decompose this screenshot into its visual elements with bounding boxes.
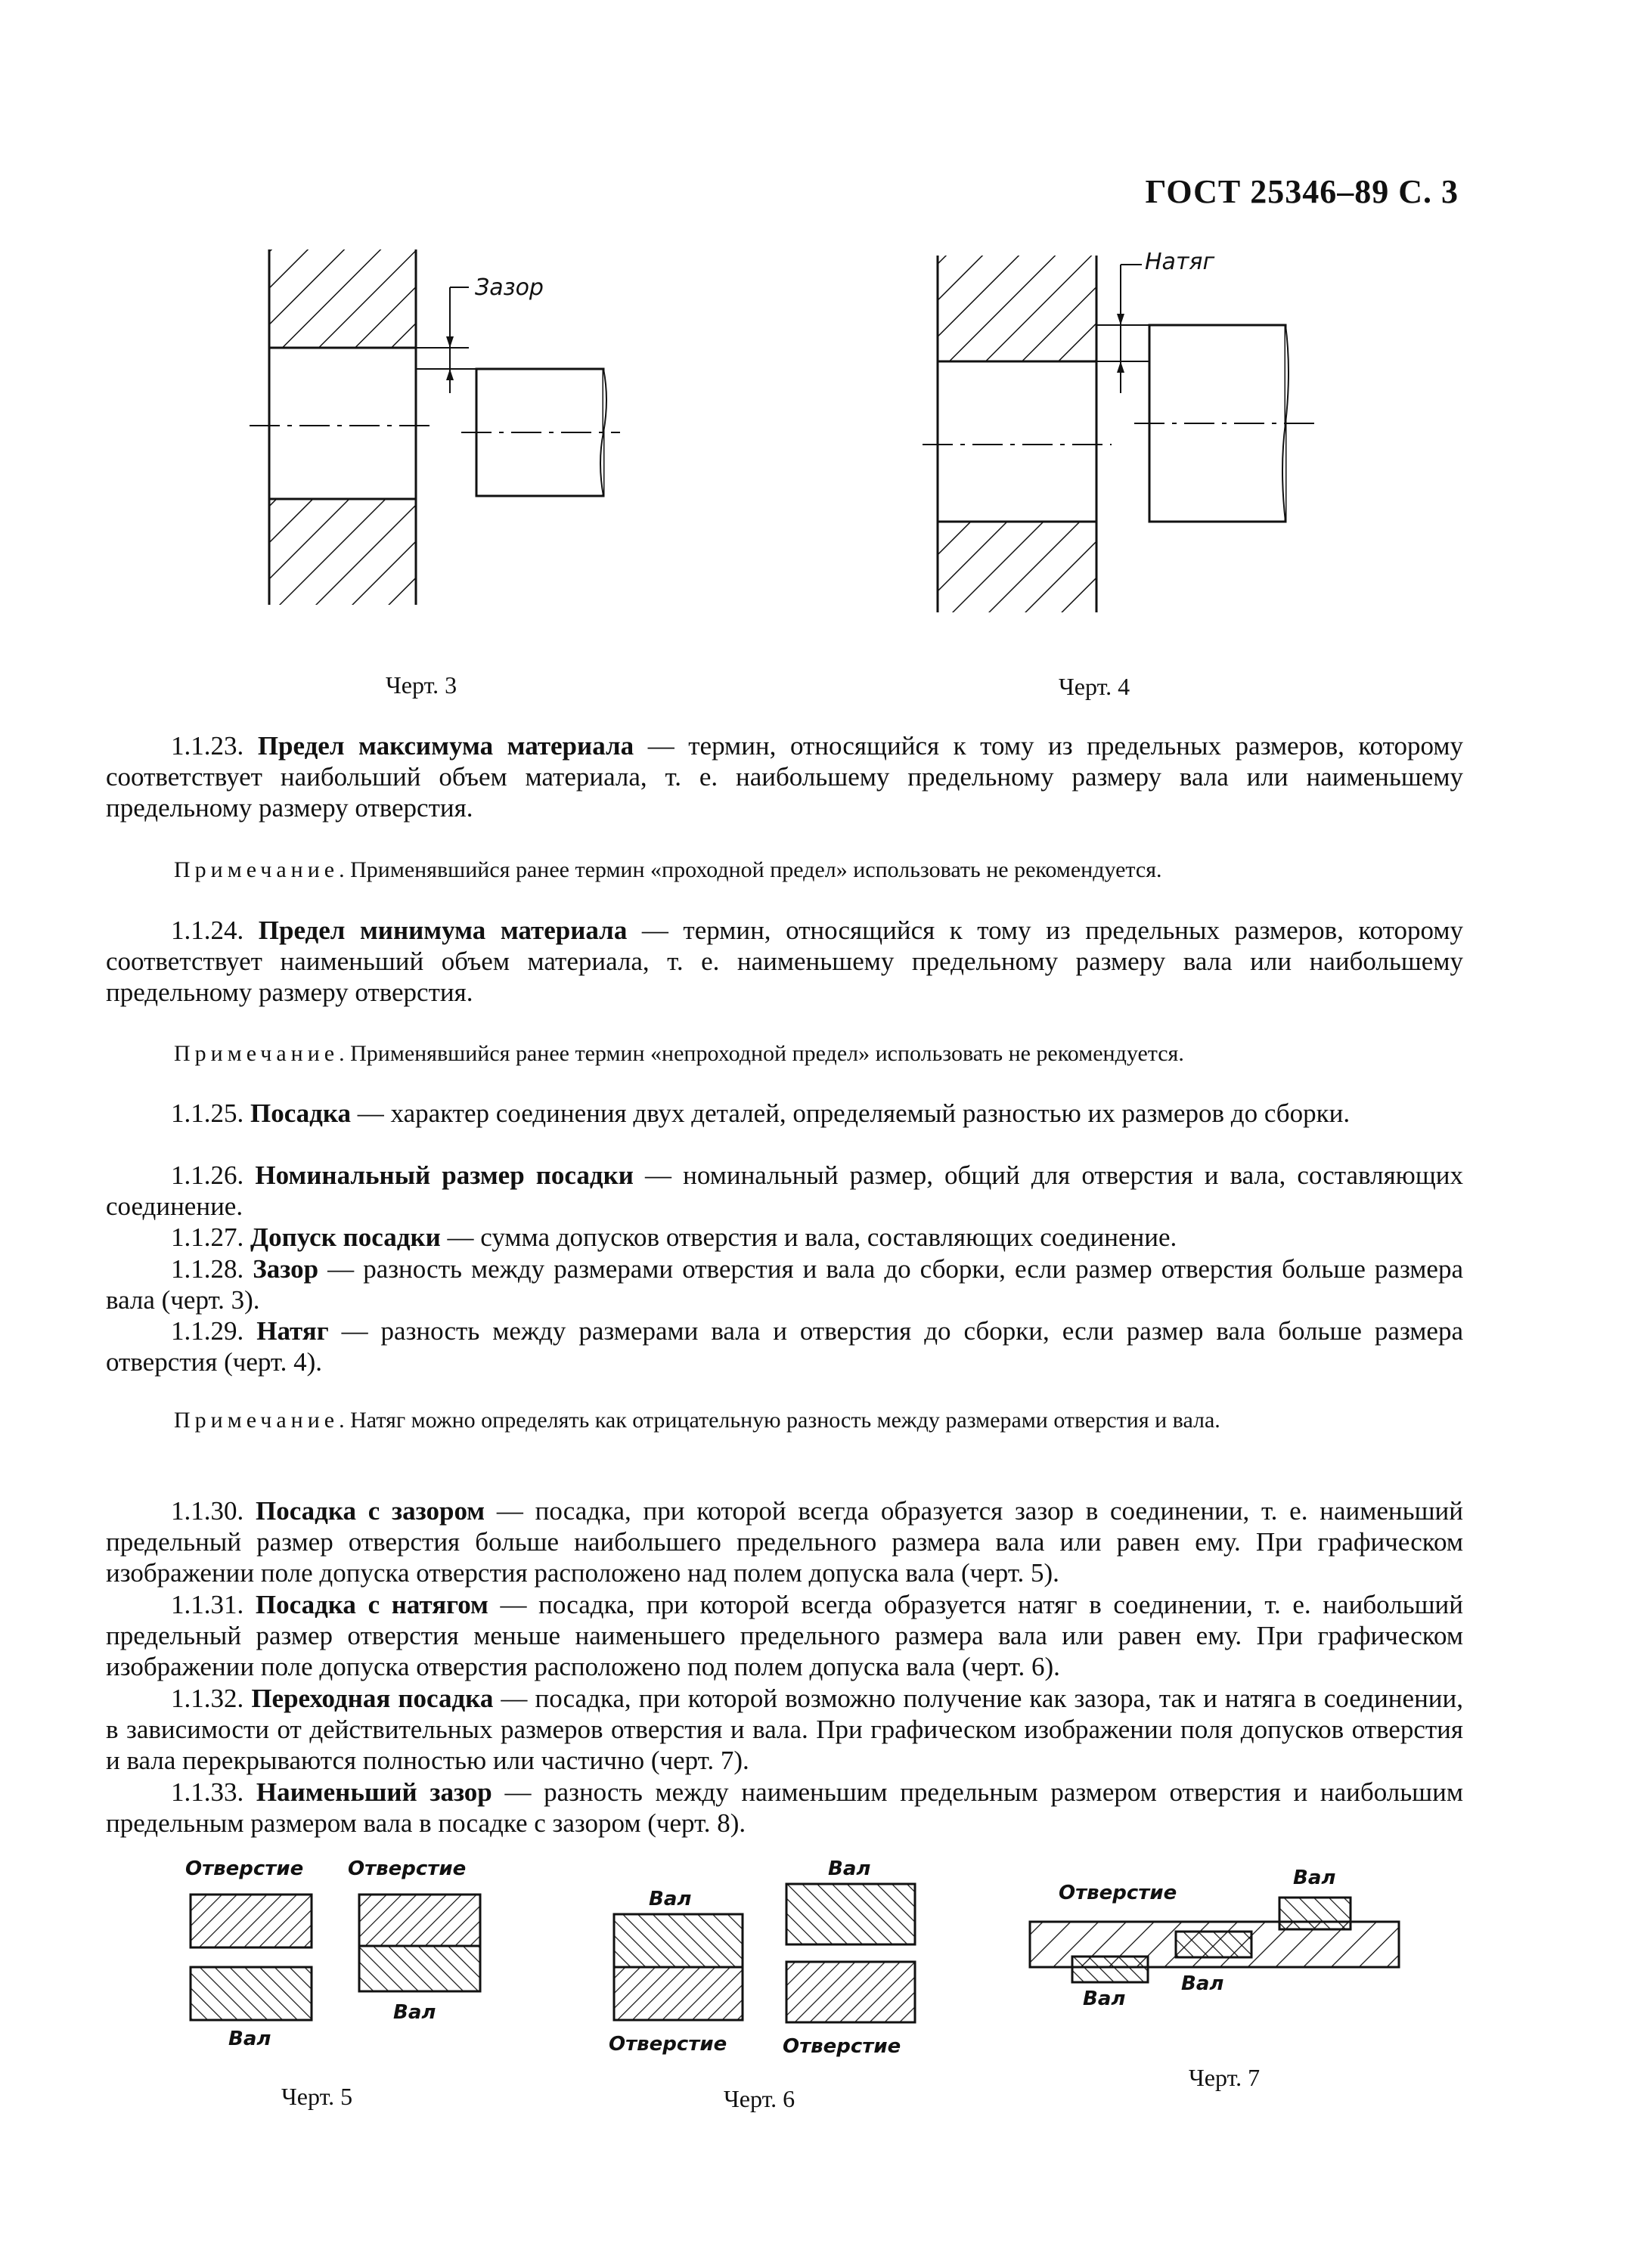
section-1-1-25: 1.1.25. Посадка — характер соединения двух деталей, определяемый разностью их размеров до сборки. [171, 1098, 1351, 1128]
fig4-shaft [1149, 325, 1285, 522]
fig6-hole-left [614, 1967, 743, 2020]
section-1-1-23: 1.1.23. Предел максимума материала — термин, относящийся к тому из предельных размеров, которому соответствует наибольший объем материала, т. е. наибольшему предельному размеру вала или наименьшему предельному размеру отверстия. [106, 731, 1463, 823]
fig3-hatch-top [269, 249, 416, 348]
page-header: ГОСТ 25346–89 С. 3 [1145, 173, 1459, 210]
fig5-label-hole-right: Отверстие [348, 1857, 467, 1880]
section-1-1-26: 1.1.26. Номинальный размер посадки — номинальный размер, общий для отверстия и вала, составляющих соединение. [106, 1160, 1464, 1221]
fig5-caption: Черт. 5 [281, 2083, 353, 2110]
fig7-label-hole: Отверстие [1059, 1882, 1177, 1904]
fig6-hole-right [786, 1962, 915, 2022]
fig3-hatch-bottom [269, 499, 416, 605]
fig3-caption: Черт. 3 [386, 671, 457, 699]
note-3: Примечание. Натяг можно определять как отрицательную разность между размерами отверстия и вала. [174, 1408, 1220, 1433]
fig7-caption: Черт. 7 [1189, 2064, 1261, 2091]
figure-6 [605, 1852, 938, 2060]
fig6-shaft-right [786, 1884, 915, 1944]
fig4-label: Натяг [1145, 249, 1215, 275]
fig5-label-shaft-right: Вал [393, 2001, 436, 2024]
fig5-label-hole-left: Отверстие [185, 1857, 304, 1880]
fig5-hole-left [191, 1895, 312, 1947]
fig6-label-hole-left: Отверстие [609, 2033, 727, 2056]
fig7-shaft-top [1279, 1898, 1351, 1929]
fig6-label-shaft-left: Вал [649, 1888, 692, 1910]
figure-4 [923, 242, 1346, 620]
fig7-shaft-bottom [1072, 1957, 1148, 1982]
fig3-label: Зазор [475, 274, 544, 301]
figure-7 [1021, 1860, 1422, 2011]
section-1-1-27: 1.1.27. Допуск посадки — сумма допусков отверстия и вала, составляющих соединение. [171, 1222, 1177, 1252]
fig4-hatch-top [938, 256, 1096, 361]
fig5-label-shaft-left: Вал [228, 2028, 271, 2050]
figure-5 [174, 1852, 522, 2056]
note-1: Примечание. Применявшийся ранее термин «проходной предел» использовать не рекомендуется. [174, 857, 1162, 882]
section-1-1-30: 1.1.30. Посадка с зазором — посадка, при которой всегда образуется зазор в соединении, т. е. наименьший предельный размер отверстия больше наибольшего предельного размера вала или равен ему. При графическом изображении поле допуска отверстия расположено над полем допуска вала (черт. 5). [106, 1496, 1463, 1588]
fig7-shaft-middle [1176, 1932, 1251, 1957]
fig6-caption: Черт. 6 [724, 2085, 795, 2112]
section-1-1-24: 1.1.24. Предел минимума материала — термин, относящийся к тому из предельных размеров, которому соответствует наименьший объем материала, т. е. наименьшему предельному размеру вала или наибольшему предельному размеру отверстия. [106, 916, 1463, 1007]
section-1-1-32: 1.1.32. Переходная посадка — посадка, при которой возможно получение как зазора, так и натяга в соединении, в зависимости от действительных размеров отверстия и вала. При графическом изображении поля допусков отверстия и вала перекрываются полностью или частично (черт. 7). [106, 1684, 1464, 1775]
fig7-label-shaft-middle: Вал [1181, 1972, 1224, 1995]
section-1-1-29: 1.1.29. Натяг — разность между размерами вала и отверстия до сборки, если размер вала больше размера отверстия (черт. 4). [106, 1316, 1463, 1377]
section-1-1-33: 1.1.33. Наименьший зазор — разность между наименьшим предельным размером отверстия и наибольшим предельным размером вала в посадке с зазором (черт. 8). [106, 1777, 1463, 1838]
section-1-1-31: 1.1.31. Посадка с натягом — посадка, при которой всегда образуется натяг в соединении, т. е. наибольший предельный размер отверстия меньше наименьшего предельного размера вала или равен ему. При графическом изображении поле допуска отверстия расположено под полем допуска вала (черт. 6). [106, 1590, 1463, 1681]
fig4-caption: Черт. 4 [1059, 673, 1130, 700]
fig4-hatch-bottom [938, 522, 1096, 612]
note-2: Примечание. Применявшийся ранее термин «непроходной предел» использовать не рекомендуется. [174, 1041, 1184, 1066]
fig6-label-hole-right: Отверстие [783, 2035, 901, 2058]
fig5-shaft-left [191, 1967, 312, 2020]
section-1-1-28: 1.1.28. Зазор — разность между размерами отверстия и вала до сборки, если размер отверстия больше размера вала (черт. 3). [106, 1254, 1464, 1315]
figure-3 [242, 242, 665, 612]
fig7-label-shaft-bottom: Вал [1083, 1988, 1126, 2010]
fig5-shaft-right [359, 1946, 480, 1991]
fig7-label-shaft-top: Вал [1293, 1867, 1336, 1889]
fig6-label-shaft-right: Вал [828, 1857, 871, 1880]
fig5-hole-right [359, 1895, 480, 1946]
fig6-shaft-left [614, 1914, 743, 1967]
